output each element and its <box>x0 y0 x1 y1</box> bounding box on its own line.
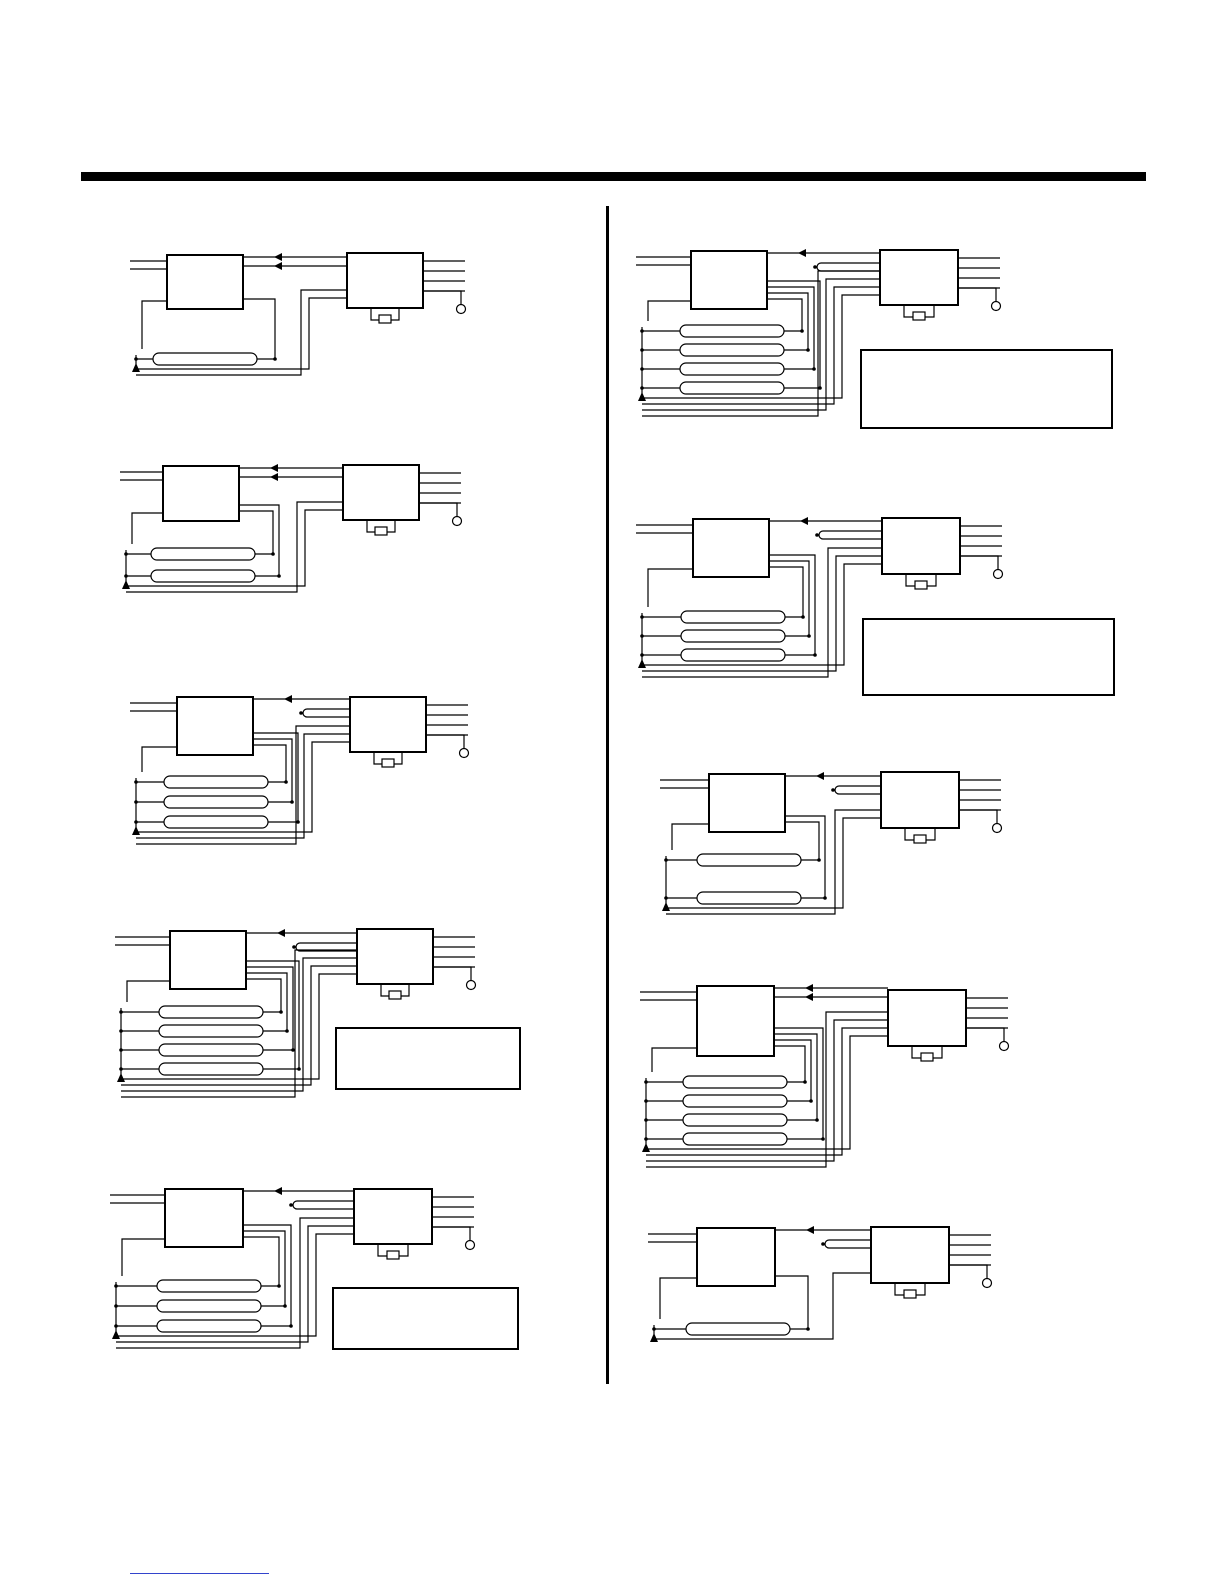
charging-indicator-icon <box>915 581 927 589</box>
arrow-left-icon <box>805 984 813 992</box>
common-lead <box>127 981 170 1002</box>
lamp-tube <box>681 611 785 623</box>
test-switch-icon <box>992 302 1001 311</box>
lamp-tube <box>151 548 255 560</box>
lamp-tube <box>164 776 268 788</box>
lamp-tube <box>680 344 784 356</box>
footer-link-underline[interactable] <box>130 1573 269 1574</box>
switch-lead <box>966 1028 1004 1042</box>
switch-lead <box>426 735 464 749</box>
arrow-left-icon <box>270 473 278 481</box>
junction-dot <box>831 788 835 792</box>
wiring-diagram-r3 <box>660 772 1002 914</box>
emergency-module-box <box>882 518 960 574</box>
lamp-tube <box>680 325 784 337</box>
test-switch-icon <box>983 1279 992 1288</box>
arrow-left-icon <box>800 517 808 525</box>
common-lead <box>142 747 177 772</box>
charging-indicator-icon <box>382 759 394 767</box>
charging-indicator-icon <box>379 315 391 323</box>
wiring-diagram-r2 <box>636 517 1114 695</box>
note-box <box>863 619 1114 695</box>
test-switch-icon <box>1000 1042 1009 1051</box>
ballast-lead <box>769 567 803 617</box>
wiring-diagram-l2 <box>120 464 462 592</box>
lamp-tube <box>159 1025 263 1037</box>
charging-indicator-icon <box>387 1251 399 1259</box>
lamp-tube <box>164 796 268 808</box>
lamp-tube <box>157 1280 261 1292</box>
test-switch-icon <box>467 981 476 990</box>
ballast-lead <box>243 299 275 359</box>
emergency-module-box <box>350 697 426 752</box>
series-loop <box>835 786 839 794</box>
ballast-box <box>697 986 774 1056</box>
arrow-left-icon <box>798 249 806 257</box>
test-switch-icon <box>993 824 1002 833</box>
wiring-diagram-l4 <box>115 929 520 1097</box>
ground-arrow-icon <box>638 659 646 668</box>
ballast-box <box>697 1228 775 1286</box>
ground-arrow-icon <box>112 1330 120 1339</box>
emergency-module-box <box>357 929 433 984</box>
switch-lead <box>423 291 461 305</box>
common-lead <box>122 1239 165 1276</box>
arrow-left-icon <box>816 772 824 780</box>
wiring-diagram-r4 <box>640 984 1009 1167</box>
switch-lead <box>958 288 996 302</box>
common-lead <box>648 569 693 607</box>
arrow-left-icon <box>277 929 285 937</box>
series-loop <box>825 1240 829 1248</box>
switch-lead <box>433 967 471 981</box>
ground-arrow-icon <box>117 1073 125 1082</box>
switch-lead <box>432 1227 470 1241</box>
lamp-tube <box>683 1076 787 1088</box>
series-loop <box>819 531 823 539</box>
wiring-diagram-r1 <box>636 249 1112 428</box>
lamp-tube <box>164 816 268 828</box>
emergency-module-box <box>881 772 959 828</box>
ground-arrow-icon <box>642 1143 650 1152</box>
emergency-module-box <box>880 250 958 305</box>
lamp-tube <box>680 363 784 375</box>
note-box <box>333 1288 518 1349</box>
lamp-tube <box>151 570 255 582</box>
charging-indicator-icon <box>913 312 925 320</box>
switch-lead <box>419 503 457 517</box>
junction-dot <box>815 533 819 537</box>
lamp-tube <box>686 1323 790 1335</box>
charging-indicator-icon <box>375 527 387 535</box>
arrow-left-icon <box>805 993 813 1001</box>
lamp-tube <box>159 1063 263 1075</box>
lamp-tube <box>683 1133 787 1145</box>
arrow-left-icon <box>284 695 292 703</box>
arrow-left-icon <box>270 464 278 472</box>
ground-arrow-icon <box>662 902 670 911</box>
lamp-tube <box>681 649 785 661</box>
junction-dot <box>289 1203 293 1207</box>
ground-arrow-icon <box>638 392 646 401</box>
common-lead <box>672 824 709 850</box>
switch-lead <box>959 810 997 824</box>
lamp-tube <box>681 630 785 642</box>
ballast-box <box>167 255 243 309</box>
junction-dot <box>292 945 296 949</box>
junction-dot <box>299 711 303 715</box>
lamp-tube <box>153 353 257 365</box>
common-lead <box>142 301 167 349</box>
series-loop <box>303 709 307 717</box>
charging-indicator-icon <box>904 1290 916 1298</box>
wiring-diagram-l5 <box>110 1187 518 1349</box>
lamp-tube <box>159 1044 263 1056</box>
test-switch-icon <box>457 305 466 314</box>
arrow-left-icon <box>274 253 282 261</box>
switch-lead <box>960 556 998 570</box>
ballast-box <box>170 931 246 989</box>
ground-arrow-icon <box>650 1333 658 1342</box>
test-switch-icon <box>453 517 462 526</box>
ballast-box <box>691 251 767 309</box>
wiring-diagram-l1 <box>130 253 466 375</box>
test-switch-icon <box>994 570 1003 579</box>
ballast-lead <box>775 1276 808 1329</box>
charging-indicator-icon <box>921 1053 933 1061</box>
ground-arrow-icon <box>132 826 140 835</box>
lamp-tube <box>157 1300 261 1312</box>
arrow-left-icon <box>806 1226 814 1234</box>
test-switch-icon <box>466 1241 475 1250</box>
charging-indicator-icon <box>914 835 926 843</box>
lamp-tube <box>683 1114 787 1126</box>
emergency-module-box <box>888 990 966 1046</box>
wiring-diagram-l3 <box>130 695 469 844</box>
emergency-module-box <box>354 1189 432 1244</box>
ballast-box <box>177 697 253 755</box>
lamp-tube <box>697 854 801 866</box>
emergency-module-box <box>871 1227 949 1283</box>
series-loop <box>293 1201 297 1209</box>
note-box <box>861 350 1112 428</box>
ballast-box <box>693 519 769 577</box>
common-lead <box>132 513 163 544</box>
common-lead <box>648 301 691 321</box>
lamp-tube <box>683 1095 787 1107</box>
series-loop <box>817 263 821 271</box>
ballast-box <box>709 774 785 832</box>
arrow-left-icon <box>274 1187 282 1195</box>
common-lead <box>660 1278 697 1319</box>
ballast-box <box>165 1189 243 1247</box>
ground-arrow-icon <box>132 363 140 372</box>
arrow-left-icon <box>274 262 282 270</box>
lamp-tube <box>697 892 801 904</box>
test-switch-icon <box>460 749 469 758</box>
junction-dot <box>821 1242 825 1246</box>
junction-dot <box>813 265 817 269</box>
lamp-tube <box>159 1006 263 1018</box>
note-box <box>336 1028 520 1089</box>
emergency-module-box <box>343 465 419 520</box>
emergency-module-box <box>347 253 423 308</box>
ballast-box <box>163 466 239 521</box>
lamp-tube <box>680 382 784 394</box>
common-lead <box>652 1048 697 1072</box>
charging-indicator-icon <box>389 991 401 999</box>
lamp-tube <box>157 1320 261 1332</box>
ballast-lead <box>243 1237 279 1286</box>
switch-lead <box>949 1265 987 1279</box>
ground-arrow-icon <box>122 580 130 589</box>
wiring-diagram-r5 <box>648 1226 992 1342</box>
